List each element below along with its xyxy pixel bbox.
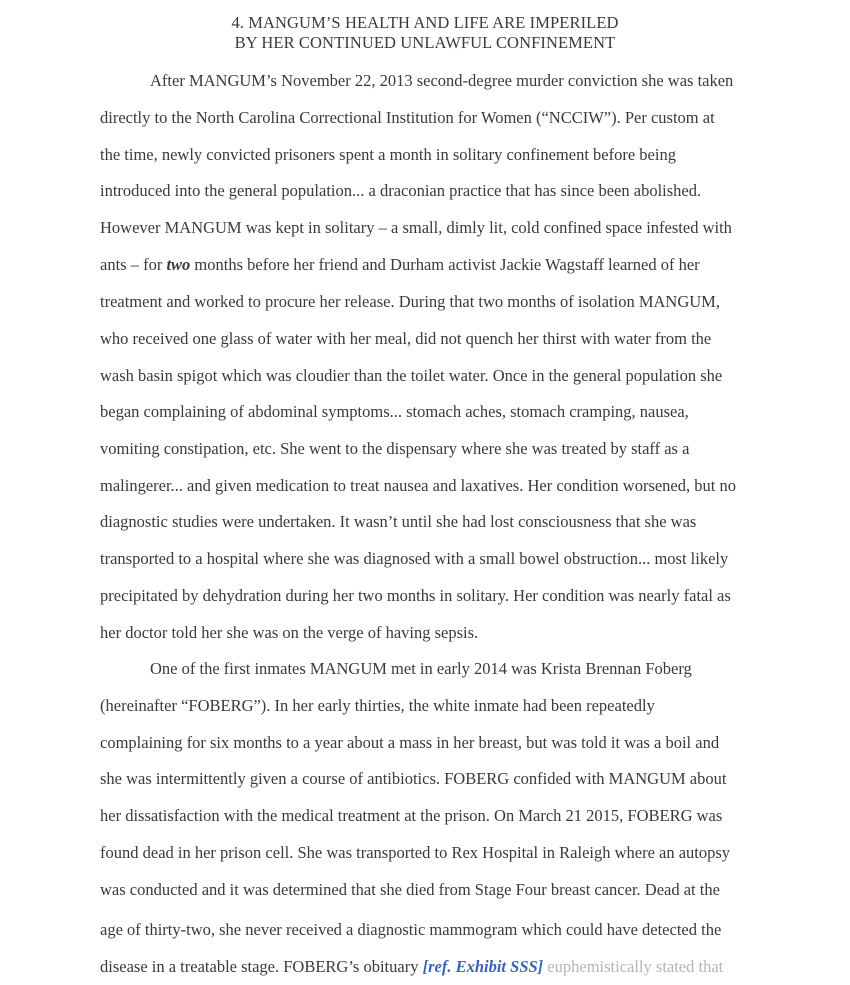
faded-text-segment: euphemistically stated that xyxy=(543,957,724,976)
text-segment: months before her friend and Durham activist Jackie Wagstaff learned of her xyxy=(190,255,700,274)
paragraph-1-line-10: began complaining of abdominal symptoms... stomach aches, stomach cramping, nausea, xyxy=(100,402,689,421)
paragraph-1-line-4: introduced into the general population... a draconian practice that has since been abolished. xyxy=(100,181,702,200)
paragraph-1-line-12: malingerer... and given medication to treat nausea and laxatives. Her condition worsened, but no xyxy=(100,476,736,495)
paragraph-2-line-4: she was intermittently given a course of antibiotics. FOBERG confided with MANGUM about xyxy=(100,769,727,788)
paragraph-2-line-2: (hereinafter “FOBERG”). In her early thirties, the white inmate had been repeatedly xyxy=(100,696,655,715)
paragraph-2-line-1: One of the first inmates MANGUM met in early 2014 was Krista Brennan Foberg xyxy=(150,659,692,678)
exhibit-reference-link[interactable]: [ref. Exhibit SSS] xyxy=(422,957,544,976)
text-segment: disease in a treatable stage. FOBERG’s obituary xyxy=(100,957,423,976)
paragraph-1-line-15: precipitated by dehydration during her two months in solitary. Her condition was nearly fatal as xyxy=(100,586,731,605)
paragraph-2-line-6: found dead in her prison cell. She was transported to Rex Hospital in Raleigh where an autopsy xyxy=(100,843,731,862)
paragraph-1-line-5: However MANGUM was kept in solitary – a small, dimly lit, cold confined space infested with xyxy=(100,218,732,237)
paragraph-1-line-7: treatment and worked to procure her release. During that two months of isolation MANGUM, xyxy=(100,292,720,311)
paragraph-1-line-2: directly to the North Carolina Correctional Institution for Women (“NCCIW”). Per custom at xyxy=(100,108,715,127)
text-segment: ants – for xyxy=(100,255,167,274)
paragraph-1-line-13: diagnostic studies were undertaken. It wasn’t until she had lost consciousness that she was xyxy=(100,512,697,531)
paragraph-2-line-8: age of thirty-two, she never received a diagnostic mammogram which could have detected the xyxy=(100,920,722,939)
paragraph-2-line-3: complaining for six months to a year about a mass in her breast, but was told it was a boil and xyxy=(100,733,720,752)
paragraph-1-line-16: her doctor told her she was on the verge of having sepsis. xyxy=(100,623,479,642)
heading-line-1: 4. MANGUM’S HEALTH AND LIFE ARE IMPERILED xyxy=(231,13,619,32)
paragraph-1-line-6 xyxy=(100,255,700,275)
paragraph-2-line-7: was conducted and it was determined that she died from Stage Four breast cancer. Dead at the xyxy=(100,880,720,899)
paragraph-1-line-1: After MANGUM’s November 22, 2013 second-degree murder conviction she was taken xyxy=(150,71,734,90)
paragraph-2-line-9 xyxy=(100,957,723,977)
paragraph-1-line-8: who received one glass of water with her meal, did not quench her thirst with water from the xyxy=(100,329,712,348)
paragraph-2-line-5: her dissatisfaction with the medical treatment at the prison. On March 21 2015, FOBERG was xyxy=(100,806,723,825)
paragraph-1-line-14: transported to a hospital where she was diagnosed with a small bowel obstruction... most likely xyxy=(100,549,729,568)
paragraph-1-line-9: wash basin spigot which was cloudier than the toilet water. Once in the general population she xyxy=(100,366,723,385)
heading-line-2: BY HER CONTINUED UNLAWFUL CONFINEMENT xyxy=(234,33,616,52)
paragraph-1-line-3: the time, newly convicted prisoners spent a month in solitary confinement before being xyxy=(100,145,676,164)
emphasis-two: two xyxy=(166,255,191,274)
paragraph-1-line-11: vomiting constipation, etc. She went to the dispensary where she was treated by staff as a xyxy=(100,439,690,458)
